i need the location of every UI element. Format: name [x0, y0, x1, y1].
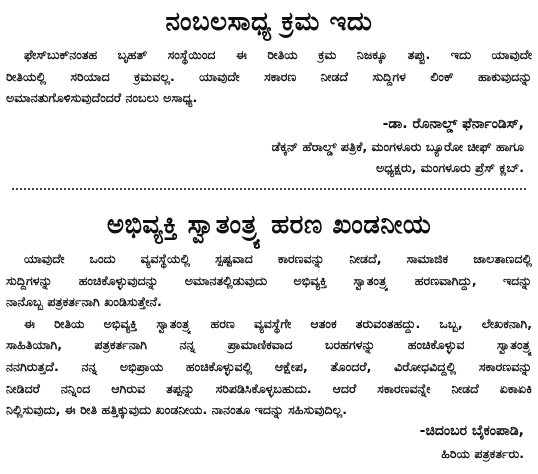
- paragraph-line: ನೀಡಿದರೆ ನನ್ನಿಂದ ಆಗಿರುವ ತಪ್ಪನ್ನು ಸರಿಪಡಿಸಿಕೊಳ್ಳಬಹುದು. ಆದರೆ ಸಕಾರಣವನ್ನೇ ನೀಡದೆ ಏಕಾಏಕಿ: [6, 380, 532, 396]
- paragraph-line: ನನಗಿರುತ್ತದೆ. ನನ್ನ ಅಭಿಪ್ರಾಯ ಹಂಚಿಕೊಳ್ಳುವಲ್ಲಿ ಆಕ್ಷೇಪ, ತೊಂದರೆ, ವಿರೋಧವಿದ್ದಲ್ಲಿ ಸಕಾರಣವನ್ನು: [6, 358, 532, 374]
- paragraph-line: ನಾನೊಬ್ಬ ಪತ್ರಕರ್ತನಾಗಿ ಖಂಡಿಸುತ್ತೇನೆ.: [6, 294, 162, 310]
- author-name: -ಡಾ. ರೊನಾಲ್ಡ್ ಫೆರ್ನಾಂಡಿಸ್,: [382, 116, 524, 132]
- article-2-signature: [6, 421, 532, 464]
- paragraph-line: ಅಮಾನತುಗೊಳಿಸುವುದೆಂದರೆ ನಂಬಲು ಅಸಾಧ್ಯ.: [6, 90, 198, 106]
- paragraph-line: ಫೇಸ್‌ಬುಕ್‌ನಂತಹ ಬೃಹತ್ ಸಂಸ್ಥೆಯಿಂದ ಈ ರೀತಿಯ ಕ್ರಮ ನಿಜಕ್ಕೂ ತಪ್ಪು. ಇದು ಯಾವುದೇ: [24, 47, 532, 62]
- paragraph-line: ಸುದ್ದಿಗಳನ್ನು ಹಂಚಿಕೊಳ್ಳುವುದನ್ನು ಅಮಾನತಲ್ಲಿಡುವುದು ಅಭಿವ್ಯಕ್ತಿ ಸ್ವಾತಂತ್ರ್ಯ ಹರಣವಾಗಿದ್ದು, ಇದನ್ನು: [6, 272, 532, 288]
- article-2-body: [6, 248, 532, 421]
- author-name: -ಚಿದಂಬರ ಬೈಕಂಪಾಡಿ,: [419, 423, 524, 439]
- paragraph-line: ಸಾಹಿತಿಯಾಗಿ, ಪತ್ರಕರ್ತನಾಗಿ ನನ್ನ ಪ್ರಾಮಾಣಿಕವಾದ ಬರಹಗಳನ್ನು ಹಂಚಿಕೊಳ್ಳುವ ಸ್ವಾತಂತ್ರ್ಯ: [6, 337, 532, 353]
- paragraph-line: ಈ ರೀತಿಯ ಅಭಿವ್ಯಕ್ತಿ ಸ್ವಾತಂತ್ರ್ಯ ಹರಣ ವ್ಯವಸ್ಥೆಗೇ ಆತಂಕ ತರುವಂತಹದ್ದು. ಒಬ್ಬ, ಲೇಖಕನಾಗಿ,: [24, 315, 532, 331]
- author-role: ಹಿರಿಯ ಪತ್ರಕರ್ತರು.: [441, 445, 524, 461]
- section-divider: [12, 188, 526, 190]
- paragraph-line: ರೀತಿಯಲ್ಲಿ ಸರಿಯಾದ ಕ್ರಮವಲ್ಲ. ಯಾವುದೇ ಸಕಾರಣ ನೀಡದೆ ಸುದ್ದಿಗಳ ಲಿಂಕ್ ಹಾಕುವುದನ್ನು: [6, 68, 532, 84]
- article-2-title: ಅಭಿವ್ಯಕ್ತಿ ಸ್ವಾತಂತ್ರ್ಯ ಹರಣ ಖಂಡನೀಯ: [106, 210, 432, 240]
- article-1-signature: [6, 114, 532, 179]
- paragraph-line: ನಿಲ್ಲಿಸುವುದು, ಈ ರೀತಿ ಹತ್ತಿಕ್ಕುವುದು ಖಂಡನೀಯ. ನಾನಂತೂ ಇದನ್ನು ಸಹಿಸುವುದಿಲ್ಲ.: [6, 402, 348, 418]
- author-role: ಡೆಕ್ಕನ್ ಹೆರಾಲ್ಡ್ ಪತ್ರಿಕೆ, ಮಂಗಳೂರು ಬ್ಯೂರೋ ಚೀಫ್ ಹಾಗೂ: [271, 138, 524, 154]
- article-1-title: ನಂಬಲಸಾಧ್ಯ ಕ್ರಮ ಇದು: [165, 7, 373, 37]
- author-role: ಅಧ್ಯಕ್ಷರು, ಮಂಗಳೂರು ಪ್ರೆಸ್ ಕ್ಲಬ್.: [375, 160, 524, 176]
- paragraph-line: ಯಾವುದೇ ಒಂದು ವ್ಯವಸ್ಥೆಯಲ್ಲಿ ಸ್ಪಷ್ಟವಾದ ಕಾರಣವನ್ನು ನೀಡದೆ, ಸಾಮಾಜಿಕ ಜಾಲತಾಣದಲ್ಲಿ: [24, 251, 532, 266]
- article-1-body: [6, 44, 532, 109]
